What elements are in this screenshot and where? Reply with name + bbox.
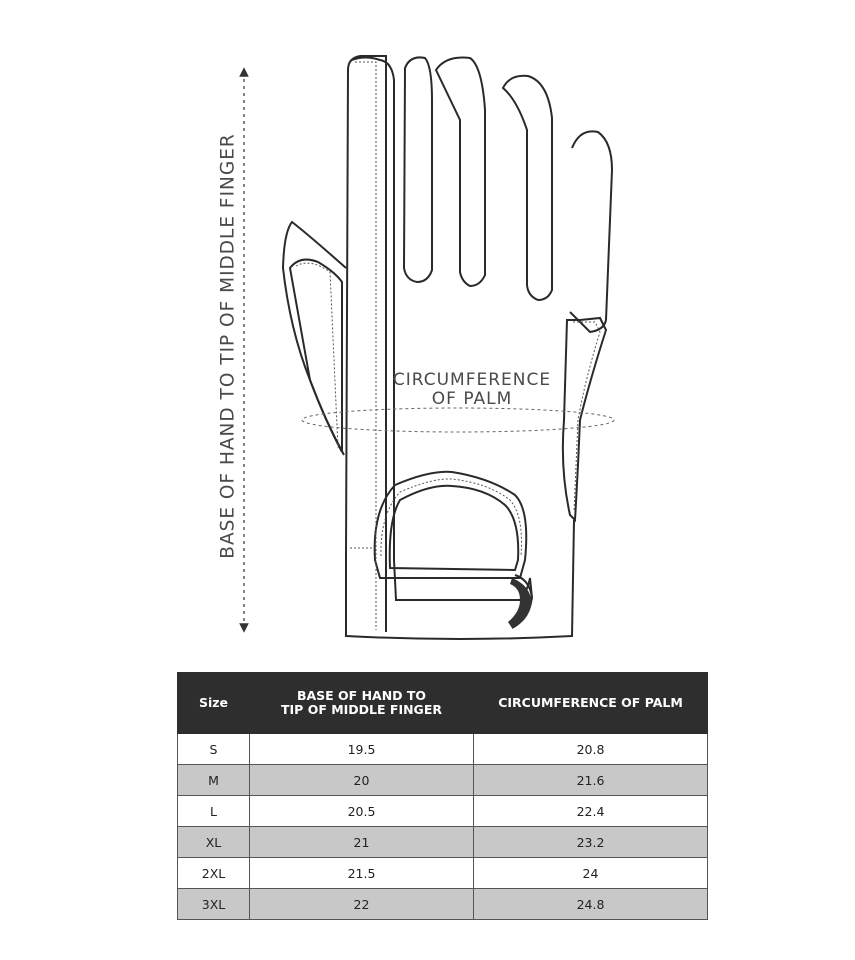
cell-size: S: [178, 734, 250, 765]
cell-palm: 23.2: [474, 827, 708, 858]
cell-palm: 24.8: [474, 889, 708, 920]
header-length: [250, 673, 474, 734]
cell-length: 19.5: [250, 734, 474, 765]
glove-outline: [283, 56, 612, 639]
cell-palm: 24: [474, 858, 708, 889]
table-row: [178, 765, 708, 796]
header-length-line-2: TIP OF MIDDLE FINGER: [281, 702, 442, 717]
palm-label-line-1: CIRCUMFERENCE: [392, 370, 552, 390]
cell-size: 2XL: [178, 858, 250, 889]
cell-palm: 21.6: [474, 765, 708, 796]
palm-measure-label: [362, 371, 582, 409]
cell-length: 21: [250, 827, 474, 858]
table-header-row: [178, 673, 708, 734]
header-size: Size: [178, 673, 250, 734]
cell-palm: 20.8: [474, 734, 708, 765]
cell-size: M: [178, 765, 250, 796]
cell-size: L: [178, 796, 250, 827]
table-row: [178, 734, 708, 765]
cell-size: XL: [178, 827, 250, 858]
cell-length: 22: [250, 889, 474, 920]
header-length-line-1: BASE OF HAND TO: [296, 688, 427, 703]
size-chart-table: [177, 672, 708, 920]
cell-length: 20: [250, 765, 474, 796]
cell-length: 21.5: [250, 858, 474, 889]
cell-palm: 22.4: [474, 796, 708, 827]
table-row: [178, 796, 708, 827]
table-row: [178, 858, 708, 889]
length-measure-label: BASE OF HAND TO TIP OF MIDDLE FINGER: [217, 133, 239, 559]
table-row: [178, 889, 708, 920]
palm-circumference-line: [302, 408, 614, 432]
palm-label-line-2: OF PALM: [431, 389, 513, 409]
header-palm: CIRCUMFERENCE OF PALM: [474, 673, 708, 734]
cell-size: 3XL: [178, 889, 250, 920]
table-row: [178, 827, 708, 858]
cell-length: 20.5: [250, 796, 474, 827]
